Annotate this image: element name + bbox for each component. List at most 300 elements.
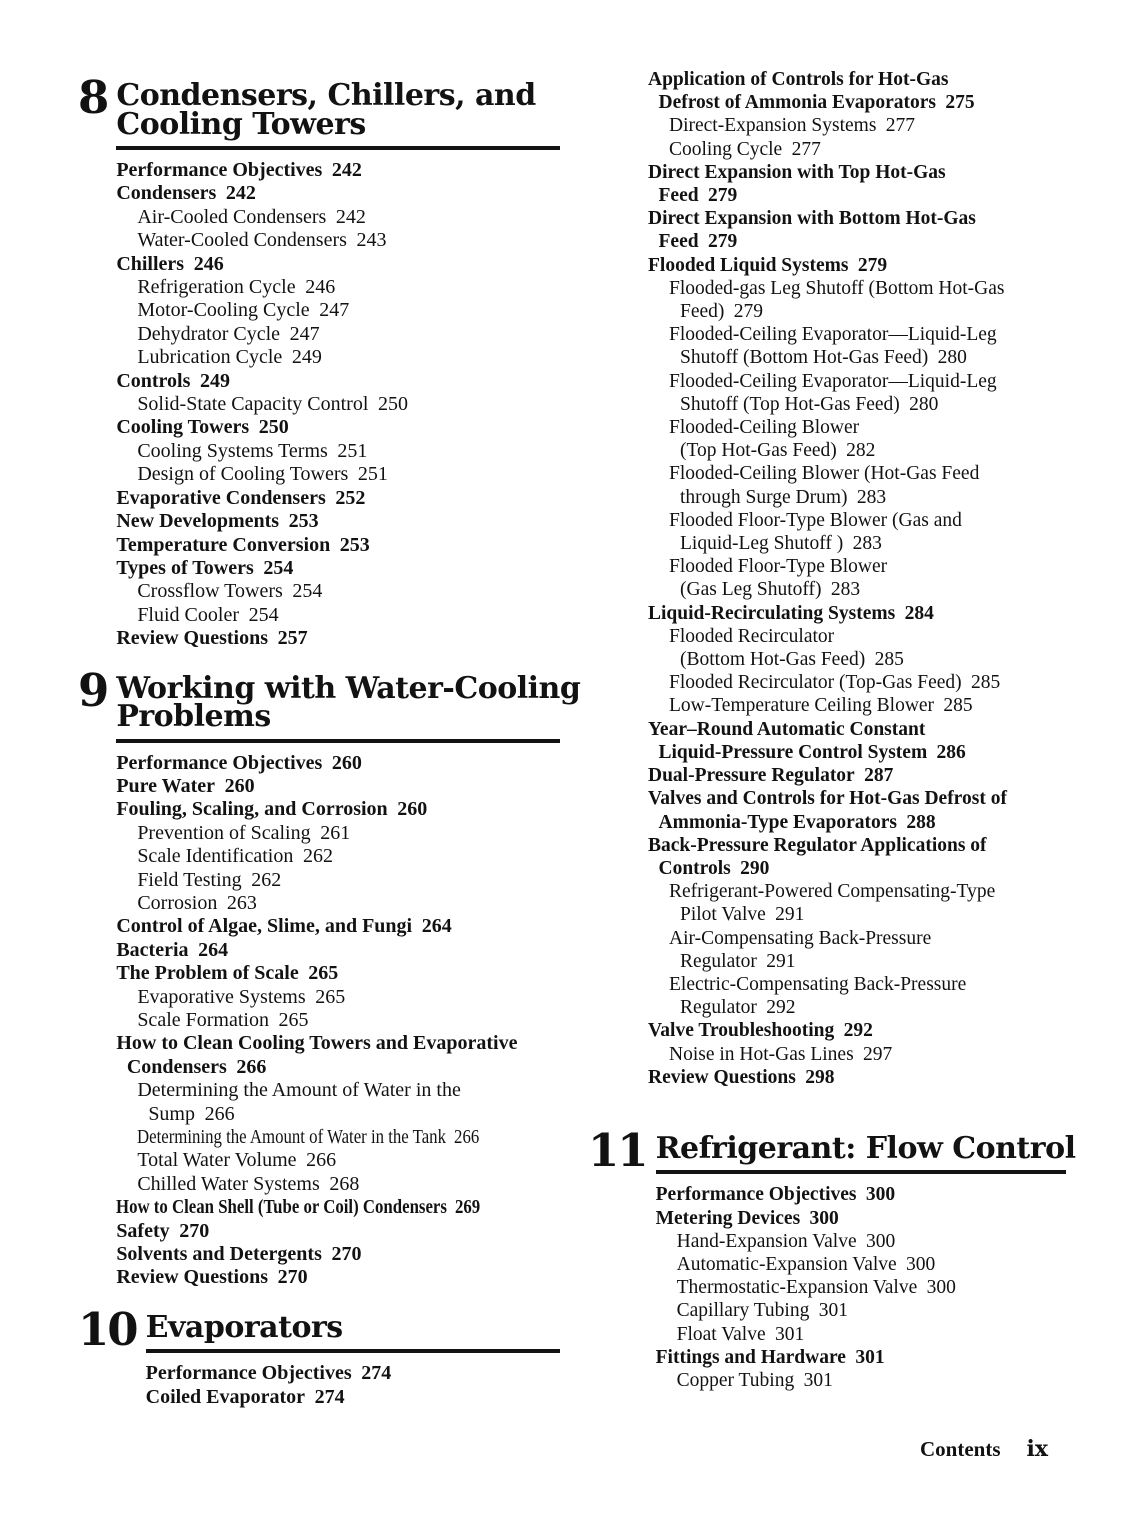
toc-entry — [648, 927, 1066, 950]
toc-entry-text: Refrigerant-Powered Compensating-Type — [669, 881, 996, 903]
page-number: 282 — [846, 440, 876, 462]
left-column — [78, 71, 581, 1433]
chapter-entries — [116, 752, 560, 1290]
page-number: 300 — [865, 1184, 896, 1206]
page-number: 260 — [224, 774, 255, 797]
toc-entry-text: Liquid-Leg Shutoff ) 283 — [680, 533, 882, 555]
toc-entry — [116, 1056, 560, 1079]
toc-entry — [116, 752, 560, 775]
toc-entry-text: Flooded Recirculator — [669, 625, 835, 647]
toc-entry-text: Flooded-Ceiling Evaporator—Liquid-Leg — [669, 324, 997, 346]
toc-entry — [648, 509, 1066, 532]
toc-entry — [146, 1386, 560, 1409]
page-number: 257 — [277, 627, 308, 650]
toc-entry — [116, 393, 560, 416]
page-number: 288 — [906, 811, 936, 833]
page-number: 263 — [226, 891, 257, 914]
toc-entry — [116, 962, 560, 985]
toc-entry-text: Metering Devices 300 — [655, 1207, 839, 1229]
page-number: 291 — [775, 904, 805, 926]
page-number: 270 — [179, 1219, 210, 1242]
toc-entry — [116, 775, 560, 798]
toc-entry — [116, 159, 560, 182]
page-number: 285 — [943, 695, 973, 717]
chapter-body — [116, 78, 560, 651]
toc-entry-text: Flooded Floor-Type Blower — [669, 556, 888, 578]
toc-entry-text: Flooded Floor-Type Blower (Gas and — [669, 509, 962, 531]
toc-entry — [648, 973, 1066, 996]
toc-entry — [116, 1149, 560, 1172]
toc-entry — [648, 532, 1066, 555]
toc-entry-text: Corrosion 263 — [137, 891, 257, 914]
page-number: 298 — [805, 1066, 835, 1088]
chapter-title — [145, 1309, 560, 1350]
chapter-title-rule — [116, 739, 560, 743]
toc-entry-text: Performance Objectives 260 — [116, 751, 362, 774]
page-number: 292 — [766, 997, 796, 1019]
page-number: 279 — [857, 254, 888, 276]
page-number: 269 — [455, 1196, 481, 1219]
page-number: 301 — [803, 1370, 833, 1392]
toc-entry — [116, 798, 560, 821]
toc-entry — [116, 276, 560, 299]
toc-entry-text: The Problem of Scale 265 — [116, 962, 339, 985]
toc-entry-text: Refrigeration Cycle 246 — [137, 276, 336, 299]
chapter-entries — [656, 1183, 1066, 1392]
toc-entry-text: Noise in Hot-Gas Lines 297 — [669, 1043, 893, 1065]
toc-entry — [116, 1220, 560, 1243]
toc-entry — [116, 627, 560, 650]
toc-entry-text: Scale Identification 262 — [137, 845, 333, 868]
page-number: 260 — [331, 751, 362, 774]
toc-entry-text: Design of Cooling Towers 251 — [137, 463, 388, 486]
toc-entry-text: How to Clean Cooling Towers and Evaporative — [116, 1032, 518, 1055]
toc-entry — [648, 114, 1066, 137]
page-number: 300 — [926, 1277, 956, 1299]
toc-entry — [648, 602, 1066, 625]
page-number: 283 — [830, 579, 861, 601]
chapter-title-rule — [656, 1170, 1066, 1174]
toc-entry — [648, 393, 1066, 416]
chapter-title-line: Refrigerant: Flow Control — [655, 1130, 1076, 1166]
toc-entry — [116, 1266, 560, 1289]
toc-entry-text: Air-Compensating Back-Pressure — [669, 927, 932, 949]
toc-entry — [116, 1173, 560, 1196]
toc-entry-text: Direct Expansion with Top Hot-Gas — [648, 161, 946, 183]
toc-entry-text: Valves and Controls for Hot-Gas Defrost of — [648, 788, 1007, 810]
page-number: 274 — [361, 1362, 392, 1385]
chapter-block — [78, 1302, 560, 1409]
toc-entry-text: Flooded-Ceiling Blower (Hot-Gas Feed — [669, 463, 980, 485]
toc-entry-text: Electric-Compensating Back-Pressure — [669, 973, 967, 995]
toc-entry-text: Back-Pressure Regulator Applications of — [648, 834, 987, 856]
page-number: 254 — [263, 556, 294, 579]
page-number: 300 — [865, 1230, 896, 1252]
page-number: 251 — [337, 439, 368, 462]
toc-entry-text: Performance Objectives 274 — [145, 1362, 392, 1385]
page-number: 266 — [236, 1055, 267, 1078]
toc-entry-text: Evaporative Condensers 252 — [116, 486, 366, 509]
page-number: 253 — [288, 510, 319, 533]
chapter-body — [145, 1309, 560, 1409]
page-number: 247 — [289, 322, 320, 345]
toc-entry — [656, 1276, 1066, 1299]
toc-entry-text: Valve Troubleshooting 292 — [648, 1020, 873, 1042]
toc-entry — [116, 299, 560, 322]
toc-entry-text: Float Valve 301 — [676, 1323, 805, 1345]
toc-entry — [648, 68, 1066, 91]
toc-entry-text: Feed 279 — [658, 231, 738, 253]
toc-entry-text: Copper Tubing 301 — [676, 1370, 833, 1392]
toc-entry — [648, 950, 1066, 973]
chapter-title — [655, 1130, 1076, 1171]
toc-entry-text: Control of Algae, Slime, and Fungi 264 — [116, 915, 452, 938]
page-number: 286 — [936, 741, 966, 763]
toc-entry-text: Determining the Amount of Water in the — [137, 1079, 461, 1102]
chapter-title-line: Problems — [116, 699, 271, 735]
chapter-title-line: Condensers, Chillers, and — [116, 78, 536, 113]
toc-entry — [648, 370, 1066, 393]
toc-entry — [648, 996, 1066, 1019]
toc-entry — [116, 604, 560, 627]
page-number: 260 — [397, 798, 428, 821]
page-number: 262 — [251, 868, 282, 891]
toc-entry — [116, 1079, 560, 1102]
toc-entry-text: Low-Temperature Ceiling Blower 285 — [669, 695, 973, 717]
page-number: 280 — [937, 347, 967, 369]
toc-entry-text: Performance Objectives 300 — [655, 1184, 896, 1206]
toc-entry — [648, 462, 1066, 485]
toc-entry — [648, 625, 1066, 648]
toc-entry-text: Fluid Cooler 254 — [137, 603, 279, 626]
page-number: 292 — [843, 1020, 873, 1042]
toc-entry-text: Liquid-Recirculating Systems 284 — [648, 602, 934, 624]
toc-entry-text: Dehydrator Cycle 247 — [137, 322, 320, 345]
toc-entry — [116, 892, 560, 915]
right-column — [588, 68, 1076, 1392]
toc-entry-text: Condensers 242 — [116, 182, 256, 205]
toc-entry-text: Review Questions 257 — [116, 627, 308, 650]
chapter-body — [655, 1130, 1076, 1392]
toc-entry — [648, 439, 1066, 462]
toc-entry — [116, 229, 560, 252]
page-number: 268 — [329, 1172, 360, 1195]
page-number: 247 — [319, 299, 350, 322]
page-number: 301 — [775, 1323, 805, 1345]
toc-entry — [116, 1196, 560, 1219]
toc-entry-text: Bacteria 264 — [116, 938, 229, 961]
toc-entry-text: Field Testing 262 — [137, 868, 282, 891]
toc-entry-text: Types of Towers 254 — [116, 556, 294, 579]
toc-entry — [116, 206, 560, 229]
toc-entry — [116, 869, 560, 892]
toc-entry-text: Liquid-Pressure Control System 286 — [658, 741, 966, 763]
toc-entry — [648, 323, 1066, 346]
toc-entry-text: Chilled Water Systems 268 — [137, 1172, 360, 1195]
toc-entry — [116, 323, 560, 346]
toc-entry-text: Sump 266 — [148, 1102, 235, 1125]
chapter-entries — [116, 159, 560, 651]
page-number: 254 — [292, 580, 323, 603]
toc-entry-text: Temperature Conversion 253 — [116, 533, 370, 556]
page-number: 242 — [331, 159, 362, 181]
toc-entry-text: Direct-Expansion Systems 277 — [669, 115, 916, 137]
toc-entry — [648, 1066, 1066, 1089]
toc-entry-text: Shutoff (Bottom Hot-Gas Feed) 280 — [680, 347, 967, 369]
toc-entry — [648, 486, 1066, 509]
page-number: 253 — [339, 533, 370, 556]
toc-entry-text: Scale Formation 265 — [137, 1009, 309, 1031]
toc-entry — [648, 903, 1066, 926]
toc-entry-text: through Surge Drum) 283 — [680, 486, 887, 508]
toc-entry — [116, 845, 560, 868]
page-number: 251 — [357, 463, 388, 486]
chapter-title — [116, 78, 560, 146]
toc-entry — [648, 741, 1066, 764]
page-number: 270 — [277, 1266, 308, 1289]
toc-entry — [648, 416, 1066, 439]
chapter-number: 11 — [588, 1123, 647, 1177]
toc-entry — [648, 91, 1066, 114]
toc-entry-text: Dual-Pressure Regulator 287 — [648, 765, 894, 787]
toc-entry — [656, 1183, 1066, 1206]
toc-entry — [648, 346, 1066, 369]
toc-entry-text: Application of Controls for Hot-Gas — [648, 69, 949, 90]
toc-entry-text: Direct Expansion with Bottom Hot-Gas — [648, 208, 976, 230]
toc-entry-text: Feed) 279 — [680, 301, 764, 323]
toc-entry — [116, 510, 560, 533]
toc-entry — [648, 787, 1066, 810]
toc-entry-text: How to Clean Shell (Tube or Coil) Condensers 269 — [116, 1196, 481, 1219]
page-number: 285 — [874, 649, 904, 671]
page-number: 243 — [356, 229, 387, 252]
page-number: 266 — [306, 1149, 337, 1172]
toc-entry — [656, 1230, 1066, 1253]
toc-entry-text: Determining the Amount of Water in the Tank 266 — [137, 1126, 480, 1149]
chapter-number: 9 — [78, 663, 108, 717]
toc-entry — [116, 939, 560, 962]
page-number: 261 — [320, 821, 351, 844]
toc-entry-text: Performance Objectives 242 — [116, 159, 362, 181]
toc-entry-text: Prevention of Scaling 261 — [137, 821, 351, 844]
toc-entry-text: Chillers 246 — [116, 252, 224, 275]
toc-entry-text: Defrost of Ammonia Evaporators 275 — [658, 92, 975, 114]
toc-entry — [648, 857, 1066, 880]
toc-entry-text: Condensers 266 — [126, 1055, 267, 1078]
toc-entry-text: Fouling, Scaling, and Corrosion 260 — [116, 798, 428, 821]
toc-entry-text: Air-Cooled Condensers 242 — [137, 205, 366, 228]
toc-entry — [116, 580, 560, 603]
toc-entry-text: Coiled Evaporator 274 — [145, 1385, 345, 1408]
toc-entry-text: (Bottom Hot-Gas Feed) 285 — [680, 649, 904, 671]
toc-entry — [116, 915, 560, 938]
toc-entry — [116, 370, 560, 393]
chapter-title-rule — [116, 146, 560, 150]
toc-entry — [656, 1299, 1066, 1322]
toc-entry — [116, 440, 560, 463]
page-number: 280 — [909, 393, 939, 415]
toc-entry-text: Controls 249 — [116, 369, 230, 392]
toc-entry — [116, 1126, 560, 1149]
chapter-title-line: Cooling Towers — [116, 106, 366, 142]
toc-entry — [656, 1369, 1066, 1392]
toc-entry — [648, 578, 1066, 601]
toc-entry-text: Ammonia-Type Evaporators 288 — [658, 811, 936, 833]
page-number: 254 — [248, 603, 279, 626]
page-number: 265 — [315, 985, 346, 1008]
page-number: 249 — [291, 346, 322, 369]
toc-entry-text: Pure Water 260 — [116, 774, 255, 797]
page-number: 265 — [278, 1009, 309, 1031]
toc-entry — [648, 161, 1066, 184]
toc-entry — [648, 718, 1066, 741]
page-number: 279 — [707, 185, 738, 207]
page-number: 301 — [855, 1346, 885, 1368]
page-number: 252 — [335, 486, 366, 509]
page-number: 284 — [904, 602, 934, 624]
toc-entry — [116, 1103, 560, 1126]
toc-entry-text: Capillary Tubing 301 — [676, 1300, 848, 1322]
page-number: 297 — [863, 1043, 893, 1065]
toc-entry-text: Fittings and Hardware 301 — [655, 1346, 885, 1368]
toc-entry — [146, 1362, 560, 1385]
toc-entry — [648, 648, 1066, 671]
toc-entry-text: Flooded-Ceiling Blower — [669, 417, 860, 439]
toc-entry-text: Lubrication Cycle 249 — [137, 346, 322, 369]
page-number: 277 — [791, 138, 821, 160]
toc-entry — [116, 416, 560, 439]
toc-entry-text: Solid-State Capacity Control 250 — [137, 393, 408, 416]
toc-entry-text: Flooded Liquid Systems 279 — [648, 254, 888, 276]
toc-entry-text: Motor-Cooling Cycle 247 — [137, 299, 350, 322]
toc-entry-text: Total Water Volume 266 — [137, 1149, 337, 1172]
toc-entry — [656, 1207, 1066, 1230]
toc-entry-text: Year–Round Automatic Constant — [648, 718, 926, 740]
page-number: 285 — [971, 672, 1001, 694]
page-number: 264 — [421, 915, 452, 938]
page-number: 274 — [314, 1385, 345, 1408]
page-number: 249 — [200, 369, 230, 392]
toc-entry-text: Evaporative Systems 265 — [137, 985, 346, 1008]
toc-entry — [648, 694, 1066, 717]
toc-entry-text: (Top Hot-Gas Feed) 282 — [680, 440, 876, 462]
chapter-title-rule — [146, 1349, 560, 1353]
toc-entry — [116, 487, 560, 510]
page-number: 291 — [766, 950, 796, 972]
toc-entry — [648, 555, 1066, 578]
page-number: 287 — [864, 765, 894, 787]
footer-contents-label: Contents — [920, 1437, 1001, 1461]
toc-entry — [116, 1032, 560, 1055]
toc-entry — [116, 534, 560, 557]
toc-entry-text: Thermostatic-Expansion Valve 300 — [676, 1277, 956, 1299]
toc-entry — [648, 880, 1066, 903]
toc-entry — [116, 986, 560, 1009]
toc-entry — [116, 182, 560, 205]
chapter-title — [116, 670, 581, 739]
toc-entry-text: Feed 279 — [658, 185, 738, 207]
toc-entry — [648, 1043, 1066, 1066]
page-number: 266 — [454, 1126, 480, 1149]
page-number: 246 — [305, 276, 336, 299]
page-number: 262 — [302, 845, 333, 868]
toc-entry — [656, 1253, 1066, 1276]
toc-entry — [648, 184, 1066, 207]
footer — [920, 1436, 1048, 1462]
chapter-entries — [146, 1362, 560, 1409]
toc-entry-text: Regulator 292 — [680, 997, 796, 1019]
page-number: 265 — [308, 962, 339, 985]
page-number: 250 — [378, 393, 408, 416]
page-number: 246 — [193, 252, 224, 275]
chapter-body — [116, 670, 581, 1290]
toc-entry-text: Review Questions 270 — [116, 1266, 308, 1289]
page-number: 283 — [856, 486, 887, 508]
toc-entry — [116, 253, 560, 276]
toc-entry — [116, 463, 560, 486]
toc-entry — [648, 138, 1066, 161]
toc-entry — [648, 230, 1066, 253]
page-number: 242 — [225, 182, 256, 205]
page-number: 300 — [906, 1254, 936, 1276]
toc-entry-text: Water-Cooled Condensers 243 — [137, 229, 387, 252]
toc-entry — [648, 277, 1066, 300]
toc-entry — [648, 811, 1066, 834]
toc-entry — [648, 254, 1066, 277]
toc-entry-text: Flooded Recirculator (Top-Gas Feed) 285 — [669, 672, 1001, 694]
chapter-block — [588, 1123, 1076, 1392]
toc-entry-text: Solvents and Detergents 270 — [116, 1243, 362, 1266]
toc-entry-text: Pilot Valve 291 — [680, 904, 805, 926]
chapter-number: 8 — [78, 71, 108, 124]
toc-entry-text: Controls 290 — [658, 857, 770, 879]
chapter-block — [78, 663, 581, 1290]
toc-entry — [648, 300, 1066, 323]
toc-entry-text: Safety 270 — [116, 1219, 210, 1242]
page-number: 264 — [198, 938, 229, 961]
toc-entry — [648, 834, 1066, 857]
chapter-block — [78, 71, 560, 651]
page-number: 290 — [740, 857, 770, 879]
toc-entry — [116, 346, 560, 369]
footer-page-number: ix — [1026, 1436, 1048, 1462]
toc-entry-text: Automatic-Expansion Valve 300 — [676, 1254, 936, 1276]
toc-entry — [656, 1346, 1066, 1369]
toc-entry-text: Cooling Towers 250 — [116, 416, 289, 439]
page-number: 242 — [335, 205, 366, 228]
page-number: 300 — [809, 1207, 839, 1229]
page-number: 283 — [852, 533, 882, 555]
toc-entry — [648, 207, 1066, 230]
page-number: 266 — [204, 1102, 235, 1125]
chapter-10-continued-entries — [648, 68, 1066, 1089]
toc-entry-text: Regulator 291 — [680, 950, 796, 972]
toc-entry-text: Cooling Systems Terms 251 — [137, 439, 368, 462]
page-number: 270 — [331, 1243, 362, 1266]
toc-entry-text: New Developments 253 — [116, 510, 319, 533]
toc-entry — [648, 764, 1066, 787]
page-number: 277 — [885, 115, 916, 137]
toc-entry — [116, 557, 560, 580]
chapter-number: 10 — [78, 1302, 137, 1356]
toc-entry — [648, 671, 1066, 694]
toc-entry-text: Flooded-Ceiling Evaporator—Liquid-Leg — [669, 370, 997, 392]
toc-entry-text: Review Questions 298 — [648, 1066, 835, 1088]
toc-entry-text: Flooded-gas Leg Shutoff (Bottom Hot-Gas — [669, 277, 1005, 299]
page-number: 301 — [818, 1300, 848, 1322]
chapter-title-line: Working with Water-Cooling — [116, 670, 581, 706]
toc-entry — [116, 1009, 560, 1032]
